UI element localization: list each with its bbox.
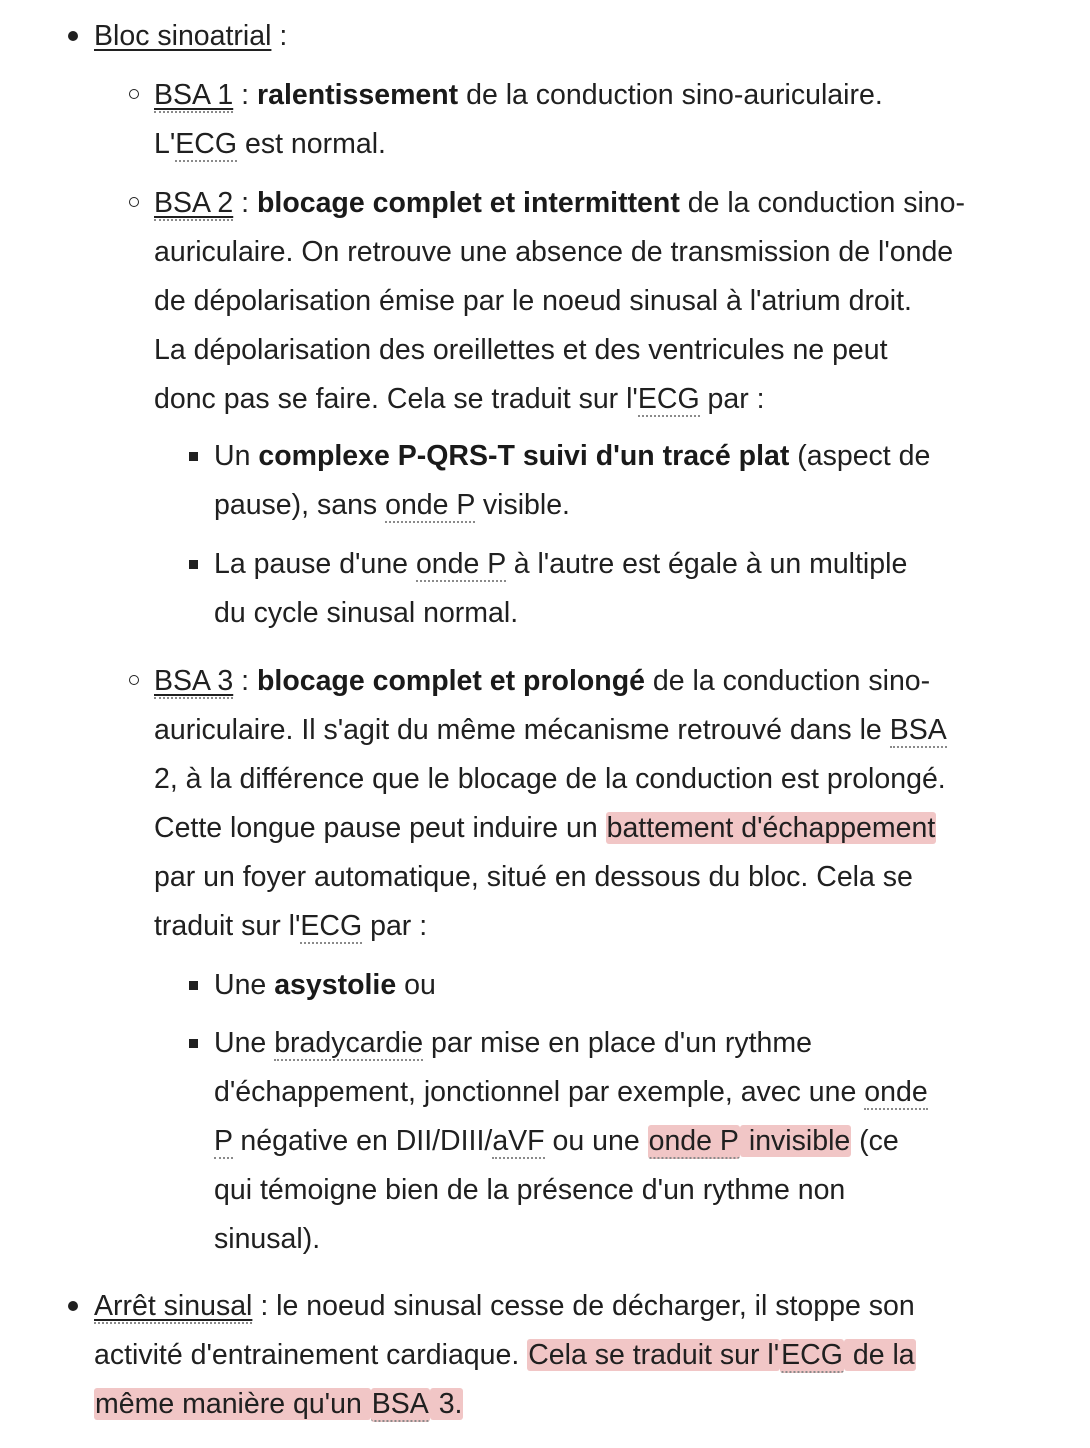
highlight-meme: même manière qu'un <box>95 1388 370 1420</box>
text: : le noeud sinusal cesse de décharger, il stoppe son <box>252 1290 915 1322</box>
bsa2-line-3: de dépolarisation émise par le noeud sinusal à l'atrium droit. <box>154 285 912 317</box>
separator: : <box>233 187 257 219</box>
text: Cette longue pause peut induire un <box>154 812 606 844</box>
ecg-term[interactable]: ECG <box>175 128 238 160</box>
bsa2-term[interactable]: BSA 2 <box>154 187 234 219</box>
highlight-3: 3. <box>430 1388 463 1420</box>
bsa3-line-1 <box>154 657 994 706</box>
bsa2-sub1-bold: complexe P-QRS-T suivi d'un tracé plat <box>258 440 790 472</box>
text: L' <box>154 128 176 160</box>
bsa3-sub2-line-1 <box>214 1019 984 1068</box>
bullet-disc <box>68 31 78 41</box>
text: par : <box>699 383 765 415</box>
list-item-bsa2 <box>154 179 994 424</box>
text: (ce <box>851 1125 899 1157</box>
bullet-circle <box>129 197 139 207</box>
bsa3-line-2 <box>154 706 994 755</box>
bullet-circle <box>129 89 139 99</box>
bsa3-sub2-line-4: qui témoigne bien de la présence d'un rythme non <box>214 1174 846 1206</box>
text: par mise en place d'un rythme <box>423 1027 812 1059</box>
text: Un <box>214 440 259 472</box>
list-item-arret-sinusal <box>94 1282 994 1429</box>
bsa3-sub1-bold: asystolie <box>274 969 397 1001</box>
list-item-bsa3 <box>154 657 994 951</box>
separator: : <box>233 665 257 697</box>
highlight-onde-p[interactable]: onde P <box>648 1125 739 1157</box>
bsa2-line-2: auriculaire. On retrouve une absence de transmission de l'onde <box>154 236 954 268</box>
bsa3-sub1-line-1 <box>214 961 984 1010</box>
bsa2-bold: blocage complet et intermittent <box>257 187 680 219</box>
text: donc pas se faire. Cela se traduit sur l' <box>154 383 638 415</box>
bsa3-sub2-line-2 <box>214 1068 984 1117</box>
arret-line-2 <box>94 1331 994 1380</box>
onde-term[interactable]: onde <box>864 1076 928 1108</box>
ecg-term[interactable]: ECG <box>300 910 363 942</box>
ecg-term[interactable]: ECG <box>637 383 700 415</box>
bsa2-line-1 <box>154 179 994 228</box>
bsa2-sub2-line-2: du cycle sinusal normal. <box>214 597 519 629</box>
text: négative en DII/DIII/ <box>232 1125 493 1157</box>
bsa3-bold: blocage complet et prolongé <box>257 665 645 697</box>
bsa3-line-6 <box>154 902 994 951</box>
list-item-bsa2-sub2 <box>214 540 984 638</box>
bsa2-sub2-line-1 <box>214 540 984 589</box>
bsa3-sub2-line-5: sinusal). <box>214 1223 321 1255</box>
list-item-bsa3-sub2 <box>214 1019 984 1264</box>
text: Une <box>214 1027 275 1059</box>
arret-sinusal-link[interactable]: Arrêt sinusal <box>94 1290 253 1322</box>
p-term[interactable]: P <box>214 1125 233 1157</box>
colon: : <box>271 20 288 52</box>
text: est normal. <box>237 128 386 160</box>
bsa1-line-1 <box>154 71 994 120</box>
bullet-disc <box>68 1301 78 1311</box>
text: (aspect de <box>789 440 931 472</box>
bloc-sinoatrial-link[interactable]: Bloc sinoatrial <box>94 20 272 52</box>
list-item-bsa2-sub1 <box>214 432 984 530</box>
text: ou <box>396 969 436 1001</box>
arret-line-1 <box>94 1282 994 1331</box>
text: ou une <box>544 1125 648 1157</box>
text: traduit sur l' <box>154 910 301 942</box>
bsa2-line-5 <box>154 375 994 424</box>
avf-term[interactable]: aVF <box>492 1125 545 1157</box>
bullet-square <box>189 452 198 461</box>
text: visible. <box>474 489 570 521</box>
text: à l'autre est égale à un multiple <box>505 548 908 580</box>
list-item-bsa3-sub1 <box>214 961 984 1010</box>
bsa3-sub2-line-3 <box>214 1117 984 1166</box>
bsa3-line-5: par un foyer automatique, situé en dessous du bloc. Cela se <box>154 861 913 893</box>
bsa1-text: de la conduction sino-auriculaire. <box>458 79 883 111</box>
text: pause), sans <box>214 489 386 521</box>
bullet-square <box>189 560 198 569</box>
text: Une <box>214 969 275 1001</box>
bsa2-sub1-line-1 <box>214 432 984 481</box>
highlight-battement: battement d'échappement <box>606 812 936 844</box>
bradycardie-term[interactable]: bradycardie <box>274 1027 424 1059</box>
text: par : <box>362 910 428 942</box>
bsa3-line-3: 2, à la différence que le blocage de la conduction est prolongé. <box>154 763 946 795</box>
highlight-ecg-term[interactable]: ECG <box>781 1339 843 1371</box>
text: de la conduction sino- <box>644 665 931 697</box>
bsa2-line-4: La dépolarisation des oreillettes et des ventricules ne peut <box>154 334 888 366</box>
text: de la conduction sino- <box>679 187 965 219</box>
bsa2-sub1-line-2 <box>214 481 984 530</box>
onde-p-term[interactable]: onde P <box>415 548 506 580</box>
text: La pause d'une <box>214 548 416 580</box>
bullet-square <box>189 1039 198 1048</box>
separator: : <box>233 79 257 111</box>
bullet-square <box>189 981 198 990</box>
bsa1-line-2 <box>154 120 994 169</box>
highlight-cela: Cela se traduit sur l' <box>528 1339 780 1371</box>
bsa1-term[interactable]: BSA 1 <box>154 79 234 111</box>
highlight-de-la: de la <box>844 1339 915 1371</box>
onde-p-term[interactable]: onde P <box>385 489 475 521</box>
highlight-invisible: invisible <box>740 1125 851 1157</box>
text: d'échappement, jonctionnel par exemple, avec une <box>214 1076 865 1108</box>
bullet-circle <box>129 675 139 685</box>
bsa3-line-4 <box>154 804 994 853</box>
list-item-bloc-sinoatrial <box>94 12 994 61</box>
bsa1-bold: ralentissement <box>257 79 459 111</box>
bsa-term[interactable]: BSA <box>889 714 947 746</box>
text: activité d'entrainement cardiaque. <box>94 1339 528 1371</box>
bsa3-term[interactable]: BSA 3 <box>154 665 234 697</box>
text: auriculaire. Il s'agit du même mécanisme retrouvé dans le <box>154 714 890 746</box>
list-item-bsa1 <box>154 71 994 169</box>
highlight-bsa-term[interactable]: BSA <box>371 1388 429 1420</box>
arret-line-3 <box>94 1380 994 1429</box>
